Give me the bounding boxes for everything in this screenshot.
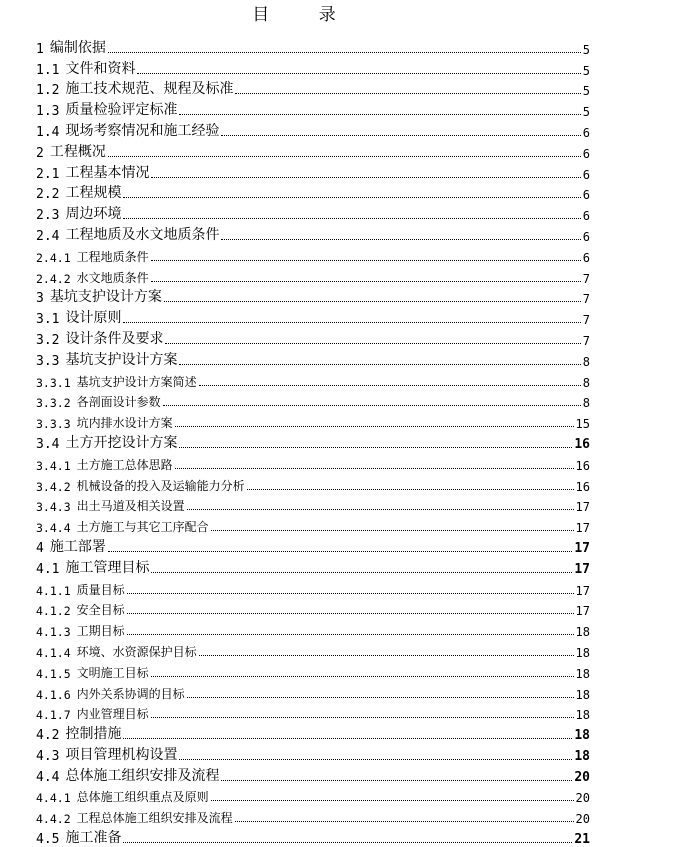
toc-entry-number: 4.4.2 (36, 812, 71, 827)
toc-entry-number: 4.4 (36, 769, 60, 785)
toc-dot-leader (221, 135, 580, 136)
toc-entry-title: 出土马道及相关设置 (76, 499, 185, 514)
toc-entry-number: 4.1.4 (36, 645, 71, 660)
toc-entry-title: 施工技术规范、规程及标准 (65, 81, 234, 98)
toc-entry[interactable] (36, 119, 590, 140)
toc-entry[interactable] (36, 702, 590, 723)
toc-entry[interactable] (36, 431, 590, 452)
toc-dot-leader (151, 177, 580, 178)
toc-entry-page: 6 (582, 125, 590, 140)
toc-entry[interactable] (36, 98, 590, 119)
toc-entry[interactable] (36, 306, 590, 327)
toc-entry-page: 20 (574, 769, 590, 785)
toc-entry[interactable] (36, 202, 590, 223)
toc-entry-title: 内业管理目标 (76, 707, 149, 722)
toc-entry[interactable] (36, 223, 590, 244)
toc-dot-leader (175, 468, 574, 469)
toc-entry-title: 基坑支护设计方案 (49, 289, 162, 306)
toc-entry-title: 坑内排水设计方案 (76, 416, 173, 431)
toc-entry-number: 2.4.2 (36, 271, 71, 286)
toc-entry-number: 1.4 (36, 124, 60, 140)
toc-entry-title: 设计条件及要求 (65, 330, 164, 347)
toc-entry-number: 3.3.2 (36, 396, 71, 411)
toc-entry-number: 3.1 (36, 312, 60, 328)
toc-entry-title: 工程地质条件 (76, 249, 149, 264)
toc-entry-title: 周边环境 (65, 206, 122, 223)
toc-entry-page: 6 (582, 188, 590, 203)
toc-dot-leader (123, 842, 572, 843)
toc-dot-leader (151, 676, 574, 677)
toc-dot-leader (235, 93, 580, 94)
toc-entry-number: 2.2 (36, 187, 60, 203)
toc-entry-page: 20 (575, 812, 590, 827)
toc-entry[interactable] (36, 535, 590, 556)
toc-entry-page: 5 (582, 63, 590, 78)
toc-entry-page: 17 (575, 604, 590, 619)
toc-entry-number: 2.1 (36, 166, 60, 182)
toc-entry[interactable] (36, 639, 590, 660)
toc-entry-number: 4.1.7 (36, 708, 71, 723)
toc-entry-number: 2.4.1 (36, 250, 71, 265)
toc-entry-number: 1 (36, 41, 44, 57)
toc-entry-page: 8 (582, 396, 590, 411)
toc-dot-leader (164, 301, 581, 302)
toc-entry-page: 18 (574, 748, 590, 764)
toc-dot-leader (127, 613, 574, 614)
toc-entry-page: 18 (575, 645, 590, 660)
toc-dot-leader (179, 447, 572, 448)
toc-entry-title: 施工管理目标 (65, 559, 150, 576)
toc-entry-title: 质量检验评定标准 (65, 102, 178, 119)
toc-entry-number: 1.2 (36, 83, 60, 99)
toc-entry[interactable] (36, 369, 590, 390)
toc-entry-number: 4.1.3 (36, 625, 71, 640)
toc-entry-page: 7 (582, 271, 590, 286)
toc-entry-title: 工程规模 (65, 185, 122, 202)
toc-dot-leader (179, 114, 580, 115)
toc-entry-number: 3.3.3 (36, 417, 71, 432)
toc-entry-number: 3.4.2 (36, 479, 71, 494)
toc-entry-page: 17 (575, 500, 590, 515)
toc-entry-title: 施工准备 (65, 830, 122, 847)
toc-entry-title: 现场考察情况和施工经验 (65, 122, 220, 139)
toc-dot-leader (221, 239, 580, 240)
toc-entry-number: 4.5 (36, 832, 60, 847)
toc-entry-number: 4.1 (36, 561, 60, 577)
toc-entry[interactable] (36, 57, 590, 78)
toc-dot-leader (151, 572, 572, 573)
toc-entry-number: 4.1.6 (36, 687, 71, 702)
toc-entry-page: 5 (582, 42, 590, 57)
toc-dot-leader (127, 593, 574, 594)
toc-entry[interactable] (36, 265, 590, 286)
toc-entry-page: 7 (582, 313, 590, 328)
toc-entry[interactable] (36, 785, 590, 806)
toc-entry-title: 施工部署 (49, 538, 106, 555)
toc-entry-page: 6 (582, 229, 590, 244)
toc-entry-title: 工期目标 (76, 624, 125, 639)
toc-entry-page: 20 (575, 791, 590, 806)
toc-entry-page: 16 (575, 458, 590, 473)
toc-entry-number: 3.4.4 (36, 521, 71, 536)
toc-entry-number: 2.4 (36, 228, 60, 244)
toc-entry-title: 水文地质条件 (76, 270, 149, 285)
toc-entry-title: 环境、水资源保护目标 (76, 644, 197, 659)
toc-entry-page: 21 (574, 832, 590, 847)
toc-dot-leader (199, 385, 581, 386)
toc-dot-leader (179, 364, 580, 365)
toc-entry[interactable] (36, 722, 590, 743)
toc-dot-leader (151, 281, 581, 282)
toc-dot-leader (137, 73, 580, 74)
toc-entry-page: 17 (574, 540, 590, 556)
toc-entry-title: 项目管理机构设置 (65, 746, 178, 763)
toc-entry-number: 3.4.3 (36, 500, 71, 515)
toc-entry[interactable] (36, 577, 590, 598)
toc-entry-page: 16 (574, 436, 590, 452)
toc-entry-title: 编制依据 (49, 39, 106, 56)
toc-entry-title: 各剖面设计参数 (76, 395, 161, 410)
toc-dot-leader (123, 738, 572, 739)
toc-dot-leader (151, 717, 574, 718)
toc-entry-title: 内外关系协调的目标 (76, 686, 185, 701)
toc-entry-page: 7 (582, 292, 590, 307)
toc-entry[interactable] (36, 764, 590, 785)
toc-entry-title: 工程地质及水文地质条件 (65, 226, 220, 243)
toc-entry-page: 17 (575, 583, 590, 598)
toc-entry[interactable] (36, 140, 590, 161)
toc-entry-number: 2.3 (36, 208, 60, 224)
toc-dot-leader (235, 821, 574, 822)
toc-entry[interactable] (36, 598, 590, 619)
toc-entry-title: 基坑支护设计方案简述 (76, 374, 197, 389)
toc-entry-title: 文明施工目标 (76, 665, 149, 680)
page-title: 目 录 (252, 5, 358, 25)
toc-entry-number: 4.1.5 (36, 666, 71, 681)
toc-entry-page: 6 (582, 146, 590, 161)
toc-entry[interactable] (36, 286, 590, 307)
toc-dot-leader (123, 322, 580, 323)
toc-entry-number: 4 (36, 540, 44, 556)
toc-entry-number: 3.3.1 (36, 375, 71, 390)
toc-entry-number: 1.1 (36, 62, 60, 78)
toc-entry-page: 5 (582, 84, 590, 99)
toc-entry[interactable] (36, 743, 590, 764)
toc-dot-leader (108, 551, 573, 552)
toc-entry-number: 3.2 (36, 332, 60, 348)
toc-dot-leader (187, 509, 574, 510)
toc-dot-leader (151, 260, 581, 261)
toc-entry-number: 4.3 (36, 748, 60, 764)
toc-entry-title: 设计原则 (65, 310, 122, 327)
toc-entry-page: 18 (574, 728, 590, 744)
toc-entry[interactable] (36, 390, 590, 411)
toc-dot-leader (165, 343, 580, 344)
toc-entry[interactable] (36, 556, 590, 577)
toc-dot-leader (211, 800, 574, 801)
toc-entry[interactable] (36, 410, 590, 431)
toc-entry-number: 1.3 (36, 104, 60, 120)
toc-entry[interactable] (36, 452, 590, 473)
toc-entry-title: 控制措施 (65, 726, 122, 743)
toc-entry[interactable] (36, 348, 590, 369)
toc-entry-page: 17 (575, 521, 590, 536)
toc-entry-title: 机械设备的投入及运输能力分析 (76, 478, 245, 493)
toc-entry-title: 总体施工组织重点及原则 (76, 790, 209, 805)
toc-entry-number: 4.1.1 (36, 583, 71, 598)
toc-entry-title: 土方开挖设计方案 (65, 434, 178, 451)
toc-entry[interactable] (36, 161, 590, 182)
toc-entry[interactable] (36, 494, 590, 515)
toc-entry[interactable] (36, 514, 590, 535)
toc-entry-title: 工程基本情况 (65, 164, 150, 181)
toc-entry[interactable] (36, 244, 590, 265)
toc-dot-leader (179, 759, 572, 760)
toc-entry-title: 工程概况 (49, 143, 106, 160)
toc-dot-leader (108, 52, 581, 53)
toc-entry-page: 6 (582, 209, 590, 224)
toc-entry-page: 8 (582, 375, 590, 390)
toc-entry-title: 总体施工组织安排及流程 (65, 767, 220, 784)
toc-entry-number: 3.4 (36, 436, 60, 452)
toc-entry[interactable] (36, 805, 590, 826)
toc-entry-title: 土方施工与其它工序配合 (76, 520, 209, 535)
toc-entry-page: 18 (575, 687, 590, 702)
toc-entry-number: 4.2 (36, 728, 60, 744)
toc-entry-page: 5 (582, 105, 590, 120)
toc-entry-page: 6 (582, 167, 590, 182)
toc-entry[interactable] (36, 78, 590, 99)
toc-entry-number: 3 (36, 291, 44, 307)
toc-entry-page: 18 (575, 666, 590, 681)
toc-entry-title: 土方施工总体思路 (76, 457, 173, 472)
toc-entry-title: 文件和资料 (65, 60, 136, 77)
toc-entry[interactable] (36, 618, 590, 639)
toc-dot-leader (127, 634, 574, 635)
toc-entry-title: 工程总体施工组织安排及流程 (76, 811, 233, 826)
toc-entry-page: 18 (575, 708, 590, 723)
toc-entry[interactable] (36, 182, 590, 203)
toc-entry[interactable] (36, 660, 590, 681)
toc-entry[interactable] (36, 473, 590, 494)
toc-entry[interactable] (36, 681, 590, 702)
toc-dot-leader (123, 197, 580, 198)
toc-entry-title: 质量目标 (76, 582, 125, 597)
toc-entry-page: 18 (575, 625, 590, 640)
toc-entry-page: 6 (582, 250, 590, 265)
toc-dot-leader (247, 489, 574, 490)
toc-entry[interactable] (36, 36, 590, 57)
toc-entry-title: 安全目标 (76, 603, 125, 618)
toc-dot-leader (199, 655, 574, 656)
toc-entry-page: 15 (575, 417, 590, 432)
toc-dot-leader (211, 530, 574, 531)
toc-entry-number: 4.1.2 (36, 604, 71, 619)
toc-entry-number: 4.4.1 (36, 791, 71, 806)
toc-dot-leader (108, 156, 581, 157)
toc-entry-page: 16 (575, 479, 590, 494)
toc-entry-number: 2 (36, 145, 44, 161)
toc-entry-title: 基坑支护设计方案 (65, 351, 178, 368)
toc-entry-page: 7 (582, 333, 590, 348)
toc-dot-leader (123, 218, 580, 219)
toc-entry-number: 3.4.1 (36, 458, 71, 473)
toc-dot-leader (175, 426, 574, 427)
toc-entry[interactable] (36, 327, 590, 348)
toc-entry-page: 17 (574, 561, 590, 577)
toc-entry-number: 3.3 (36, 353, 60, 369)
toc-dot-leader (221, 780, 572, 781)
toc-dot-leader (163, 405, 581, 406)
table-of-contents (36, 36, 590, 847)
toc-entry-page: 8 (582, 354, 590, 369)
toc-dot-leader (187, 697, 574, 698)
toc-entry[interactable] (36, 826, 590, 847)
